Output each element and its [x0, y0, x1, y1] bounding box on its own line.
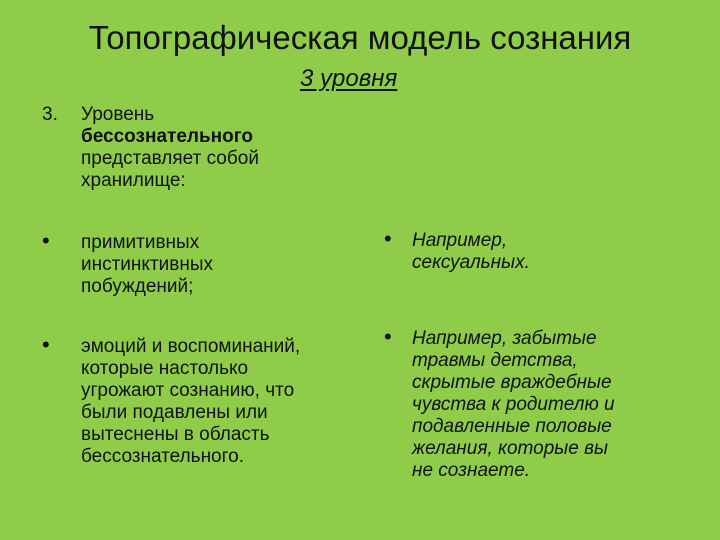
bullet-line: бессознательного.: [81, 446, 244, 467]
example-line: скрытые враждебные: [412, 372, 612, 393]
bullet-line: угрожают сознанию, что: [81, 380, 295, 401]
example-line: не сознаете.: [412, 460, 531, 481]
slide-subtitle: 3 уровня: [300, 65, 398, 92]
bullet-line: примитивных: [81, 232, 200, 253]
bullet-text: [81, 232, 381, 298]
bullet-icon: •: [42, 228, 50, 253]
example-text: [412, 328, 702, 482]
bullet-icon: •: [42, 332, 50, 357]
example-line: желания, которые вы: [412, 438, 609, 459]
bullet-line: которые настолько: [81, 358, 249, 379]
slide-title: Топографическая модель сознания: [88, 19, 632, 56]
bullet-text: [81, 336, 381, 468]
intro-line: хранилище:: [81, 170, 186, 191]
bullet-line: эмоций и воспоминаний,: [81, 336, 301, 357]
bullet-line: инстинктивных: [81, 254, 213, 275]
example-line: Например, забытые: [412, 328, 597, 349]
example-line: Например,: [412, 230, 508, 251]
intro-line-bold: бессознательного: [81, 126, 254, 147]
bullet-line: вытеснены в область: [81, 424, 270, 445]
intro-number: 3.: [42, 104, 58, 125]
example-line: подавленные половые: [412, 416, 612, 437]
example-line: сексуальных.: [412, 252, 530, 273]
example-text: [412, 230, 702, 274]
intro-line: Уровень: [81, 104, 155, 125]
bullet-icon: •: [384, 324, 392, 349]
bullet-line: были подавлены или: [81, 402, 268, 423]
bullet-icon: •: [384, 226, 392, 251]
example-line: травмы детства,: [412, 350, 578, 371]
bullet-line: побуждений;: [81, 276, 194, 297]
intro-line: представляет собой: [81, 148, 259, 169]
intro-text: [81, 104, 361, 192]
example-line: чувства к родителю и: [412, 394, 615, 415]
